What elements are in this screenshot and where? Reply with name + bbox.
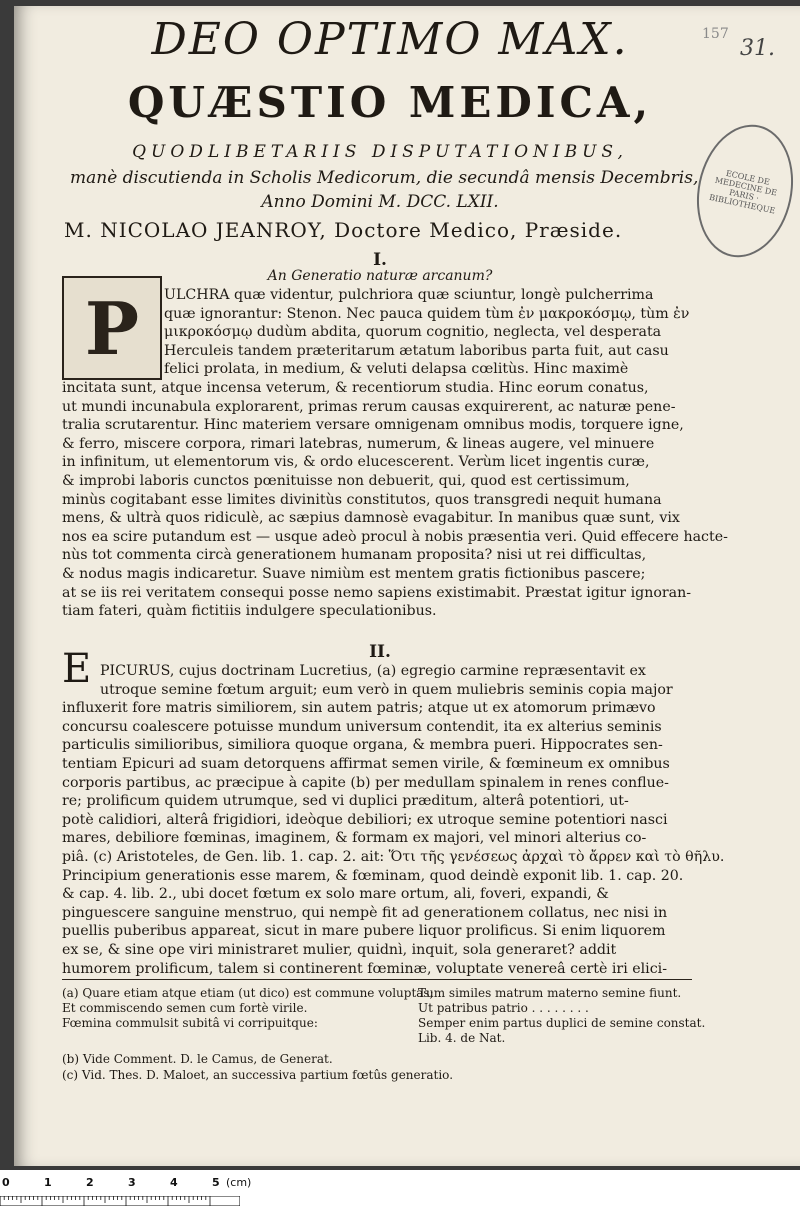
section-1-text-line: tiam fateri, quàm fictitiis indulgere speculationibus. [62, 603, 437, 620]
library-stamp [685, 116, 800, 267]
ruler-label: 3 [128, 1176, 136, 1189]
section-1-text-line: ut mundi incunabula explorarent, primas rerum causas exquirerent, ac naturæ pene- [62, 398, 676, 415]
footnote-right-line: Lib. 4. de Nat. [418, 1031, 506, 1045]
section-1-text-line: Herculeis tandem præteritarum ætatum laboribus parta fuit, aut casu [164, 342, 669, 359]
section-2-text-line: utroque semine fœtum arguit; eum verò in quem muliebris seminis copia major [100, 681, 673, 698]
dedication-heading: DEO OPTIMO MAX. [151, 14, 629, 65]
footnote-c: (c) Vid. Thes. D. Maloet, an successiva partium fœtûs generatio. [62, 1068, 454, 1082]
section-1-text-line: nùs tot commenta circà generationem humanam proposita? nisi ut rei difficultas, [62, 547, 647, 564]
section-1-text-line: & ferro, miscere corpora, rimari latebras, numerum, & lineas augere, vel minuere [62, 435, 655, 452]
scale-ruler [0, 1170, 800, 1211]
document-page [14, 6, 800, 1166]
footnote-divider [62, 979, 692, 980]
footnote-left-line: Et commiscendo semen cum fortè virile. [62, 1001, 308, 1015]
section-2-text-line: concursu coalescere potuisse mundum universum contendit, ita ex alterius seminis [62, 718, 662, 735]
section-1-text-line: mens, & ultrà quos ridiculè, ac sæpius damnosè evagabitur. In manibus quæ sunt, vix [62, 510, 680, 527]
ruler-label: 5 [212, 1176, 220, 1189]
section-2-text-line: humorem prolificum, talem si continerent fœminæ, voluptate venereâ certè iri elici- [62, 960, 667, 977]
ruler-label: 2 [86, 1176, 94, 1189]
ruler-label: 1 [44, 1176, 52, 1189]
ruler-label: 0 [2, 1176, 10, 1189]
subtitle-line-3: Anno Domini M. DCC. LXII. [261, 192, 499, 212]
subtitle-line-2: manè discutienda in Scholis Medicorum, die secundâ mensis Decembris, [70, 168, 699, 188]
page-title: QUÆSTIO MEDICA, [127, 78, 653, 127]
section-1-text-line: μικροκόσμῳ dudùm abdita, quorum cognitio, neglecta, vel desperata [164, 324, 662, 341]
section-2-text-line: tentiam Epicuri ad suam detorquens affirmat semen virile, & fœmineum ex omnibus [62, 756, 670, 772]
drop-cap-letter: P [84, 285, 140, 371]
praeses-line: M. NICOLAO JEANROY, Doctore Medico, Præside. [64, 218, 623, 242]
section-2-text-line: influxerit fore matris similiorem, sin autem patris; atque ut ex atomorum primævo [62, 700, 656, 717]
footnote-right-line: Ut patribus patrio . . . . . . . . [418, 1001, 589, 1015]
pencil-note: 157 [702, 26, 729, 42]
section-1-text-line: in infinitum, ut elementorum vis, & ordo elucescerent. Verùm licet ingentis curæ, [62, 454, 650, 471]
subtitle-line-1: QUODLIBETARIIS DISPUTATIONIBUS, [132, 142, 628, 162]
section-2-text-line: corporis partibus, ac præcipue à capite (b) per medullam spinalem in renes conflue- [62, 774, 669, 791]
section-2-text-line: Principium generationis esse marem, & fœminam, quod deindè exponit lib. 1. cap. 20. [62, 867, 684, 884]
footnote-b: (b) Vide Comment. D. le Camus, de Generat. [62, 1052, 333, 1066]
section-2-text-line: pinguescere sanguine menstruo, qui nempè fit ad generationem collatus, nec nisi in [62, 904, 668, 921]
section-1-text-line: at se iis rei veritatem consequi posse nemo sapiens existimabit. Præstat igitur ignoran- [62, 584, 692, 601]
drop-cap-illustration [62, 276, 162, 380]
section-1-text-line: & nodus magis indicaretur. Suave nimiùm est mentem gratis fictionibus pascere; [62, 566, 646, 582]
ruler-unit: (cm) [226, 1176, 252, 1189]
section-1-text-line: quæ ignorantur: Stenon. Nec pauca quidem tùm ἐν μακροκόσμῳ, tùm ἐν [164, 305, 690, 322]
section-2-text-line: mares, debiliore fœminas, imaginem, & formam ex majori, vel minori alterius co- [62, 830, 647, 847]
section-1-text-line: ULCHRA quæ videntur, pulchriora quæ sciuntur, longè pulcherrima [164, 287, 654, 303]
section-1-text-line: & improbi laboris cunctos pœnituisse non debuerit, qui, quod est certissimum, [62, 473, 630, 489]
section-1-text-line: incitata sunt, atque incensa veterum, & recentiorum studia. Hinc eorum conatus, [62, 380, 649, 396]
footnote-right-line: Tum similes matrum materno semine fiunt. [418, 986, 682, 1000]
section-2-text-line: ex se, & sine ope viri ministraret mulier, quidnì, inquit, sola generaret? addit [62, 942, 617, 958]
footnote-right-line: Semper enim partus duplici de semine constat. [418, 1016, 706, 1030]
section-2-text-line: re; prolificum quidem utrumque, sed vi duplici præditum, alterâ potentiori, ut- [62, 793, 629, 810]
ruler-scale-bar [0, 1196, 240, 1206]
footnote-left-line: (a) Quare etiam atque etiam (ut dico) est commune voluptas; [62, 986, 434, 1000]
section-2-text-line: piâ. (c) Aristoteles, de Gen. lib. 1. cap. 2. ait: Ὅτι τῆς γενέσεως ἀρχαὶ τὸ ἄρρεν καὶ τὸ θῆλυ. [62, 849, 725, 865]
folio-number: 31. [740, 36, 775, 61]
section-2-text-line: PICURUS, cujus doctrinam Lucretius, (a) egregio carmine repræsentavit ex [100, 663, 646, 679]
section-1-number: I. [373, 250, 387, 270]
stamp-text: ECOLE DE MEDECINE DE PARIS · BIBLIOTHEQUE [708, 168, 778, 216]
section-2-text-line: potè calidiori, alterâ frigidiori, ideòque debiliori; ex utroque semine potentiori nasci [62, 811, 668, 828]
section-1-text-line: minùs cogitabant esse limites divinitùs constitutos, quos transgredi nequit humana [62, 491, 662, 508]
ruler-label: 4 [170, 1176, 178, 1189]
section-2-number: II. [369, 642, 391, 662]
section-2-text-line: & cap. 4. lib. 2., ubi docet fœtum ex solo mare ortum, ali, foveri, expandi, & [62, 886, 609, 903]
section-1-text-line: nos ea scire putandum est — usque adeò procul à nobis præsentia veri. Quid effecere hacte- [62, 528, 728, 545]
section-1-text-line: felici prolata, in medium, & veluti delapsa cœlitùs. Hinc maximè [164, 361, 629, 378]
section-2-text-line: particulis similioribus, similiora quoque organa, & membra pueri. Hippocrates sen- [62, 737, 663, 754]
footnote-left-line: Fœmina commulsit subitâ vi corripuitque: [62, 1016, 318, 1030]
section-1-title: An Generatio naturæ arcanum? [267, 268, 493, 284]
section-2-text-line: puellis puberibus appareat, sicut in mare pubere liquor prolificus. Si enim liquorem [62, 923, 666, 940]
section-2-initial: E [62, 646, 92, 692]
section-1-text-line: tralia scrutarentur. Hinc materiem versare omnigenam omnibus modis, torquere igne, [62, 417, 684, 434]
